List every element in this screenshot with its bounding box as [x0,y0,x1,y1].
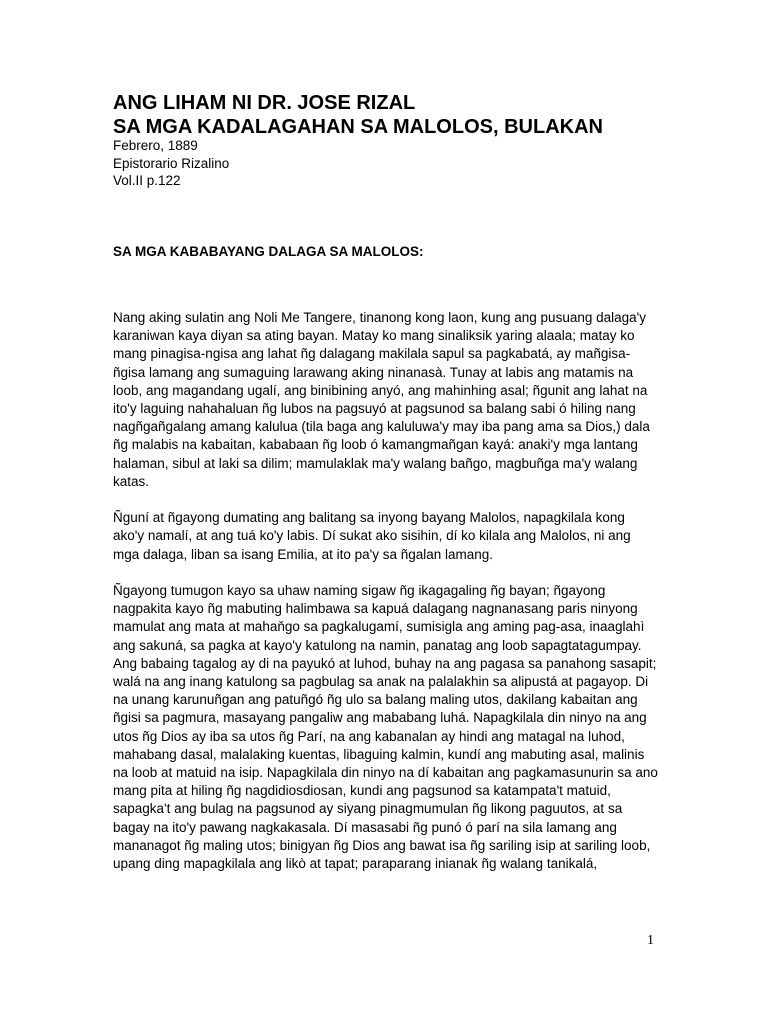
letter-body [113,309,658,891]
page-number: 1 [647,933,654,948]
meta-source: Epistorario Rizalino [113,155,230,171]
title-line-2: SA MGA KADALAGAHAN SA MALOLOS, BULAKAN [113,116,603,138]
paragraph: Ñguní at ñgayong dumating ang balitang sa inyong bayang Malolos, napagkilala kong ako'y namalí, at ang tuá ko'y labis. Dí sukat ako sisihin, dí ko kilala ang Malolos, ni ang mga dalaga, liban sa isang Emilia, at ito pa'y sa ñgalan lamang. [113,510,631,562]
document-title [113,91,658,139]
meta-date: Febrero, 1889 [113,138,198,153]
paragraph: Ñgayong tumugon kayo sa uhaw naming sigaw ñg ikagagaling ñg bayan; ñgayong nagpakita kayo ñg mabuting halimbawa sa kapuá dalagang nagnanasang paris ninyong mamulat ang mata at mahaňgo sa pagkalugamí, sumisigla ang aming pag-asa, inaaglahì ang sakuná, sa pagka at kayo'y katulong na namin, panatag ang loob sapagtatagumpay. Ang babaing tagalog ay di na payukó at luhod, buhay na ang pagasa sa panahong sasapit; walá na ang inang katulong sa pagbulag sa anak na palalakhin sa alipustá at pagayop. Di na unang karunuñgan ang patuñgó ñg ulo sa balang maling utos, dakilang kabaitan ang ñgisi sa pagmura, masayang pangaliw ang mababang luhá. Napagkilala din ninyo na ang utos ñg Dios ay iba sa utos ñg Parí, na ang kabanalan ay hindi ang matagal na luhod, mahabang dasal, malalaking kuentas, libaguing kalmin, kundí ang mabuting asal, malinis na loob at matuid na isip. Napagkilala din ninyo na dí kabaitan ang pagkamasunurin sa ano mang pita at hiling ñg nagdidiosdiosan, kundi ang pagsunod sa katampata't matuid, sapagka't ang bulag na pagsunod ay siyang pinagmumulan ñg likong paguutos, at sa bagay na ito'y pawang nagkakasala. Dí masasabi ñg punó ó parí na sila lamang ang mananagot ñg maling utos; binigyan ñg Dios ang bawat isa ñg sariling isip at sariling loob, upang ding mapagkilala ang likò at tapat; paraparang inianak ñg walang tanikalá, [113,583,658,872]
document-meta [113,137,229,190]
title-line-1: ANG LIHAM NI DR. JOSE RIZAL [113,92,416,114]
letter-salutation: SA MGA KABABAYANG DALAGA SA MALOLOS: [113,244,424,259]
meta-volume: Vol.II p.122 [113,173,181,188]
paragraph: Nang aking sulatin ang Noli Me Tangere, tinanong kong laon, kung ang pusuang dalaga'y karaniwan kaya diyan sa ating bayan. Matay ko mang sinaliksik yaring alaala; matay ko mang pinagisa-ngisa ang lahat ñg dalagang makilala sapul sa pagkabatá, ay mañgisa-ñgisa lamang ang sumaguing larawang aking ninanasà. Tunay at labis ang matamis na loob, ang magandang ugalí, ang binibining anyó, ang mahinhing asal; ñgunit ang lahat na ito'y laguing nahahaluan ñg lubos na pagsuyó at pagsunod sa balang sabi ó hiling nang nagñgañgalang amang kalulua (tila baga ang kaluluwa'y may iba pang ama sa Dios,) dala ñg malabis na kabaitan, kababaan ñg loob ó kamangmañgan kayá: anaki'y mga lantang halaman, sibul at laki sa dilim; mamulaklak ma'y walang bañgo, magbuñga ma'y walang katas. [113,310,650,489]
